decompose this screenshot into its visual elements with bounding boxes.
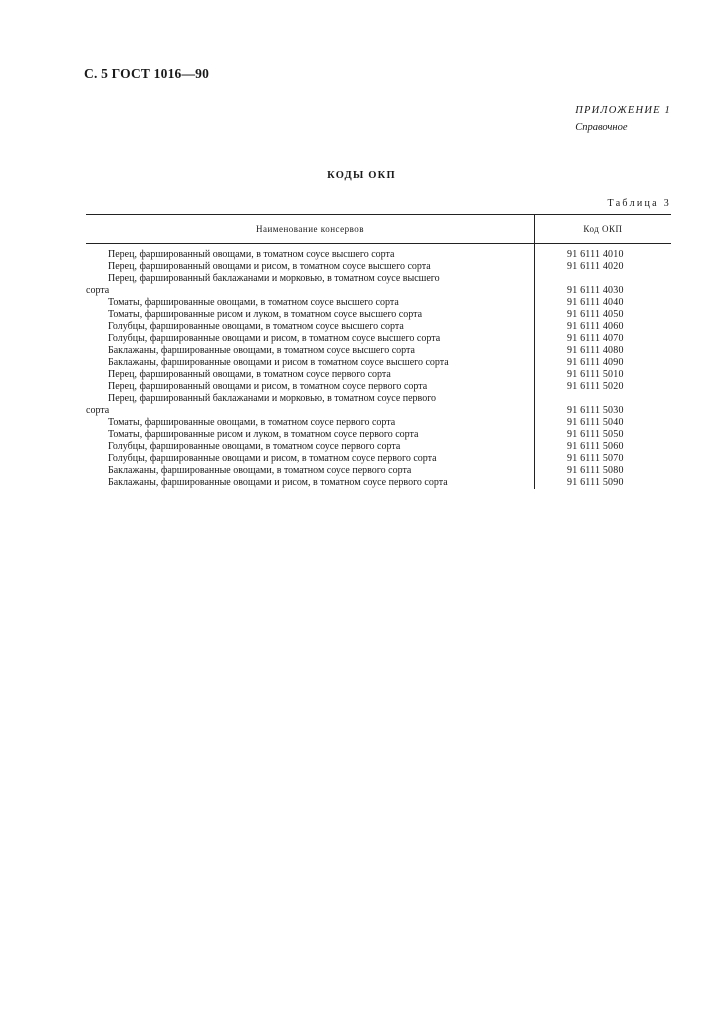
product-name-cell xyxy=(86,417,534,429)
product-name-cell xyxy=(86,393,534,417)
product-name-cell xyxy=(86,249,534,261)
product-name: Голубцы, фаршированные овощами и рисом, в томатном соусе первого сорта xyxy=(108,453,437,464)
table-row xyxy=(86,441,671,453)
table-row xyxy=(86,309,671,321)
table-body xyxy=(86,244,671,489)
column-header-name: Наименование консервов xyxy=(86,215,535,243)
okp-code: 91 6111 5050 xyxy=(567,429,624,440)
page-header: С. 5 ГОСТ 1016—90 xyxy=(84,66,210,81)
appendix-title: ПРИЛОЖЕНИЕ 1 xyxy=(575,105,671,116)
product-name: Перец, фаршированный овощами, в томатном соусе первого сорта xyxy=(108,369,391,380)
appendix-block xyxy=(575,102,671,136)
product-name: Голубцы, фаршированные овощами, в томатном соусе высшего сорта xyxy=(108,321,404,332)
okp-code: 91 6111 5080 xyxy=(567,465,624,476)
product-name: Баклажаны, фаршированные овощами, в томатном соусе высшего сорта xyxy=(108,345,415,356)
okp-code: 91 6111 5090 xyxy=(567,477,624,488)
product-name-cell xyxy=(86,357,534,369)
okp-codes-table xyxy=(86,214,671,489)
table-label: Таблица 3 xyxy=(607,198,671,209)
okp-code: 91 6111 4020 xyxy=(567,261,624,272)
product-name-cell xyxy=(86,381,534,393)
product-name: Перец, фаршированный баклажанами и морковью, в томатном соусе высшего xyxy=(108,273,440,284)
table-row xyxy=(86,381,671,393)
product-name-cell xyxy=(86,321,534,333)
okp-code: 91 6111 5060 xyxy=(567,441,624,452)
section-title: КОДЫ ОКП xyxy=(327,170,396,181)
product-name-cell xyxy=(86,273,534,297)
okp-code: 91 6111 5020 xyxy=(567,381,624,392)
table-row xyxy=(86,321,671,333)
product-name: Томаты, фаршированные рисом и луком, в томатном соусе высшего сорта xyxy=(108,309,423,320)
product-name: Голубцы, фаршированные овощами и рисом, в томатном соусе высшего сорта xyxy=(108,333,441,344)
okp-code: 91 6111 4030 xyxy=(567,285,624,296)
table-row xyxy=(86,429,671,441)
okp-code: 91 6111 4060 xyxy=(567,321,624,332)
table-row xyxy=(86,333,671,345)
okp-code: 91 6111 5070 xyxy=(567,453,624,464)
product-name: Перец, фаршированный баклажанами и морковью, в томатном соусе первого xyxy=(108,393,437,404)
table-row xyxy=(86,261,671,273)
okp-code: 91 6111 5030 xyxy=(567,405,624,416)
table-header xyxy=(86,214,671,244)
product-name-cell xyxy=(86,309,534,321)
table-row xyxy=(86,465,671,477)
table-row xyxy=(86,417,671,429)
product-name-cell xyxy=(86,477,534,489)
product-name-cell xyxy=(86,261,534,273)
product-name-cell xyxy=(86,369,534,381)
product-name: Голубцы, фаршированные овощами, в томатном соусе первого сорта xyxy=(108,441,401,452)
okp-code: 91 6111 4010 xyxy=(567,249,624,260)
table-row xyxy=(86,453,671,465)
okp-code: 91 6111 5010 xyxy=(567,369,624,380)
product-name: Баклажаны, фаршированные овощами и рисом, в томатном соусе первого сорта xyxy=(108,477,448,488)
product-name-cell xyxy=(86,297,534,309)
table-row xyxy=(86,477,671,489)
column-header-code: Код ОКП xyxy=(583,224,623,234)
product-name: Перец, фаршированный овощами и рисом, в томатном соусе первого сорта xyxy=(108,381,428,392)
appendix-subtitle: Справочное xyxy=(575,122,628,133)
product-name-cell xyxy=(86,465,534,477)
product-name-cell xyxy=(86,345,534,357)
product-name-cell xyxy=(86,441,534,453)
table-row xyxy=(86,297,671,309)
table-row xyxy=(86,345,671,357)
product-name: Перец, фаршированный овощами, в томатном соусе высшего сорта xyxy=(108,249,395,260)
product-name-cell xyxy=(86,333,534,345)
table-row xyxy=(86,273,671,297)
okp-code: 91 6111 4080 xyxy=(567,345,624,356)
product-name: Томаты, фаршированные овощами, в томатном соусе высшего сорта xyxy=(108,297,399,308)
okp-code: 91 6111 4050 xyxy=(567,309,624,320)
okp-code: 91 6111 4070 xyxy=(567,333,624,344)
product-name-cell xyxy=(86,429,534,441)
table-row xyxy=(86,357,671,369)
okp-code: 91 6111 4040 xyxy=(567,297,624,308)
okp-code: 91 6111 5040 xyxy=(567,417,624,428)
product-name: Томаты, фаршированные овощами, в томатном соусе первого сорта xyxy=(108,417,396,428)
product-name: Томаты, фаршированные рисом и луком, в томатном соусе первого сорта xyxy=(108,429,419,440)
okp-code: 91 6111 4090 xyxy=(567,357,624,368)
table-row xyxy=(86,249,671,261)
table-row xyxy=(86,393,671,417)
product-name: Баклажаны, фаршированные овощами и рисом в томатном соусе высшего сорта xyxy=(108,357,449,368)
product-name: Перец, фаршированный овощами и рисом, в томатном соусе высшего сорта xyxy=(108,261,431,272)
product-name: Баклажаны, фаршированные овощами, в томатном соусе первого сорта xyxy=(108,465,412,476)
product-name-cell xyxy=(86,453,534,465)
product-name-continuation: сорта xyxy=(86,405,110,416)
table-row xyxy=(86,369,671,381)
product-name-continuation: сорта xyxy=(86,285,110,296)
